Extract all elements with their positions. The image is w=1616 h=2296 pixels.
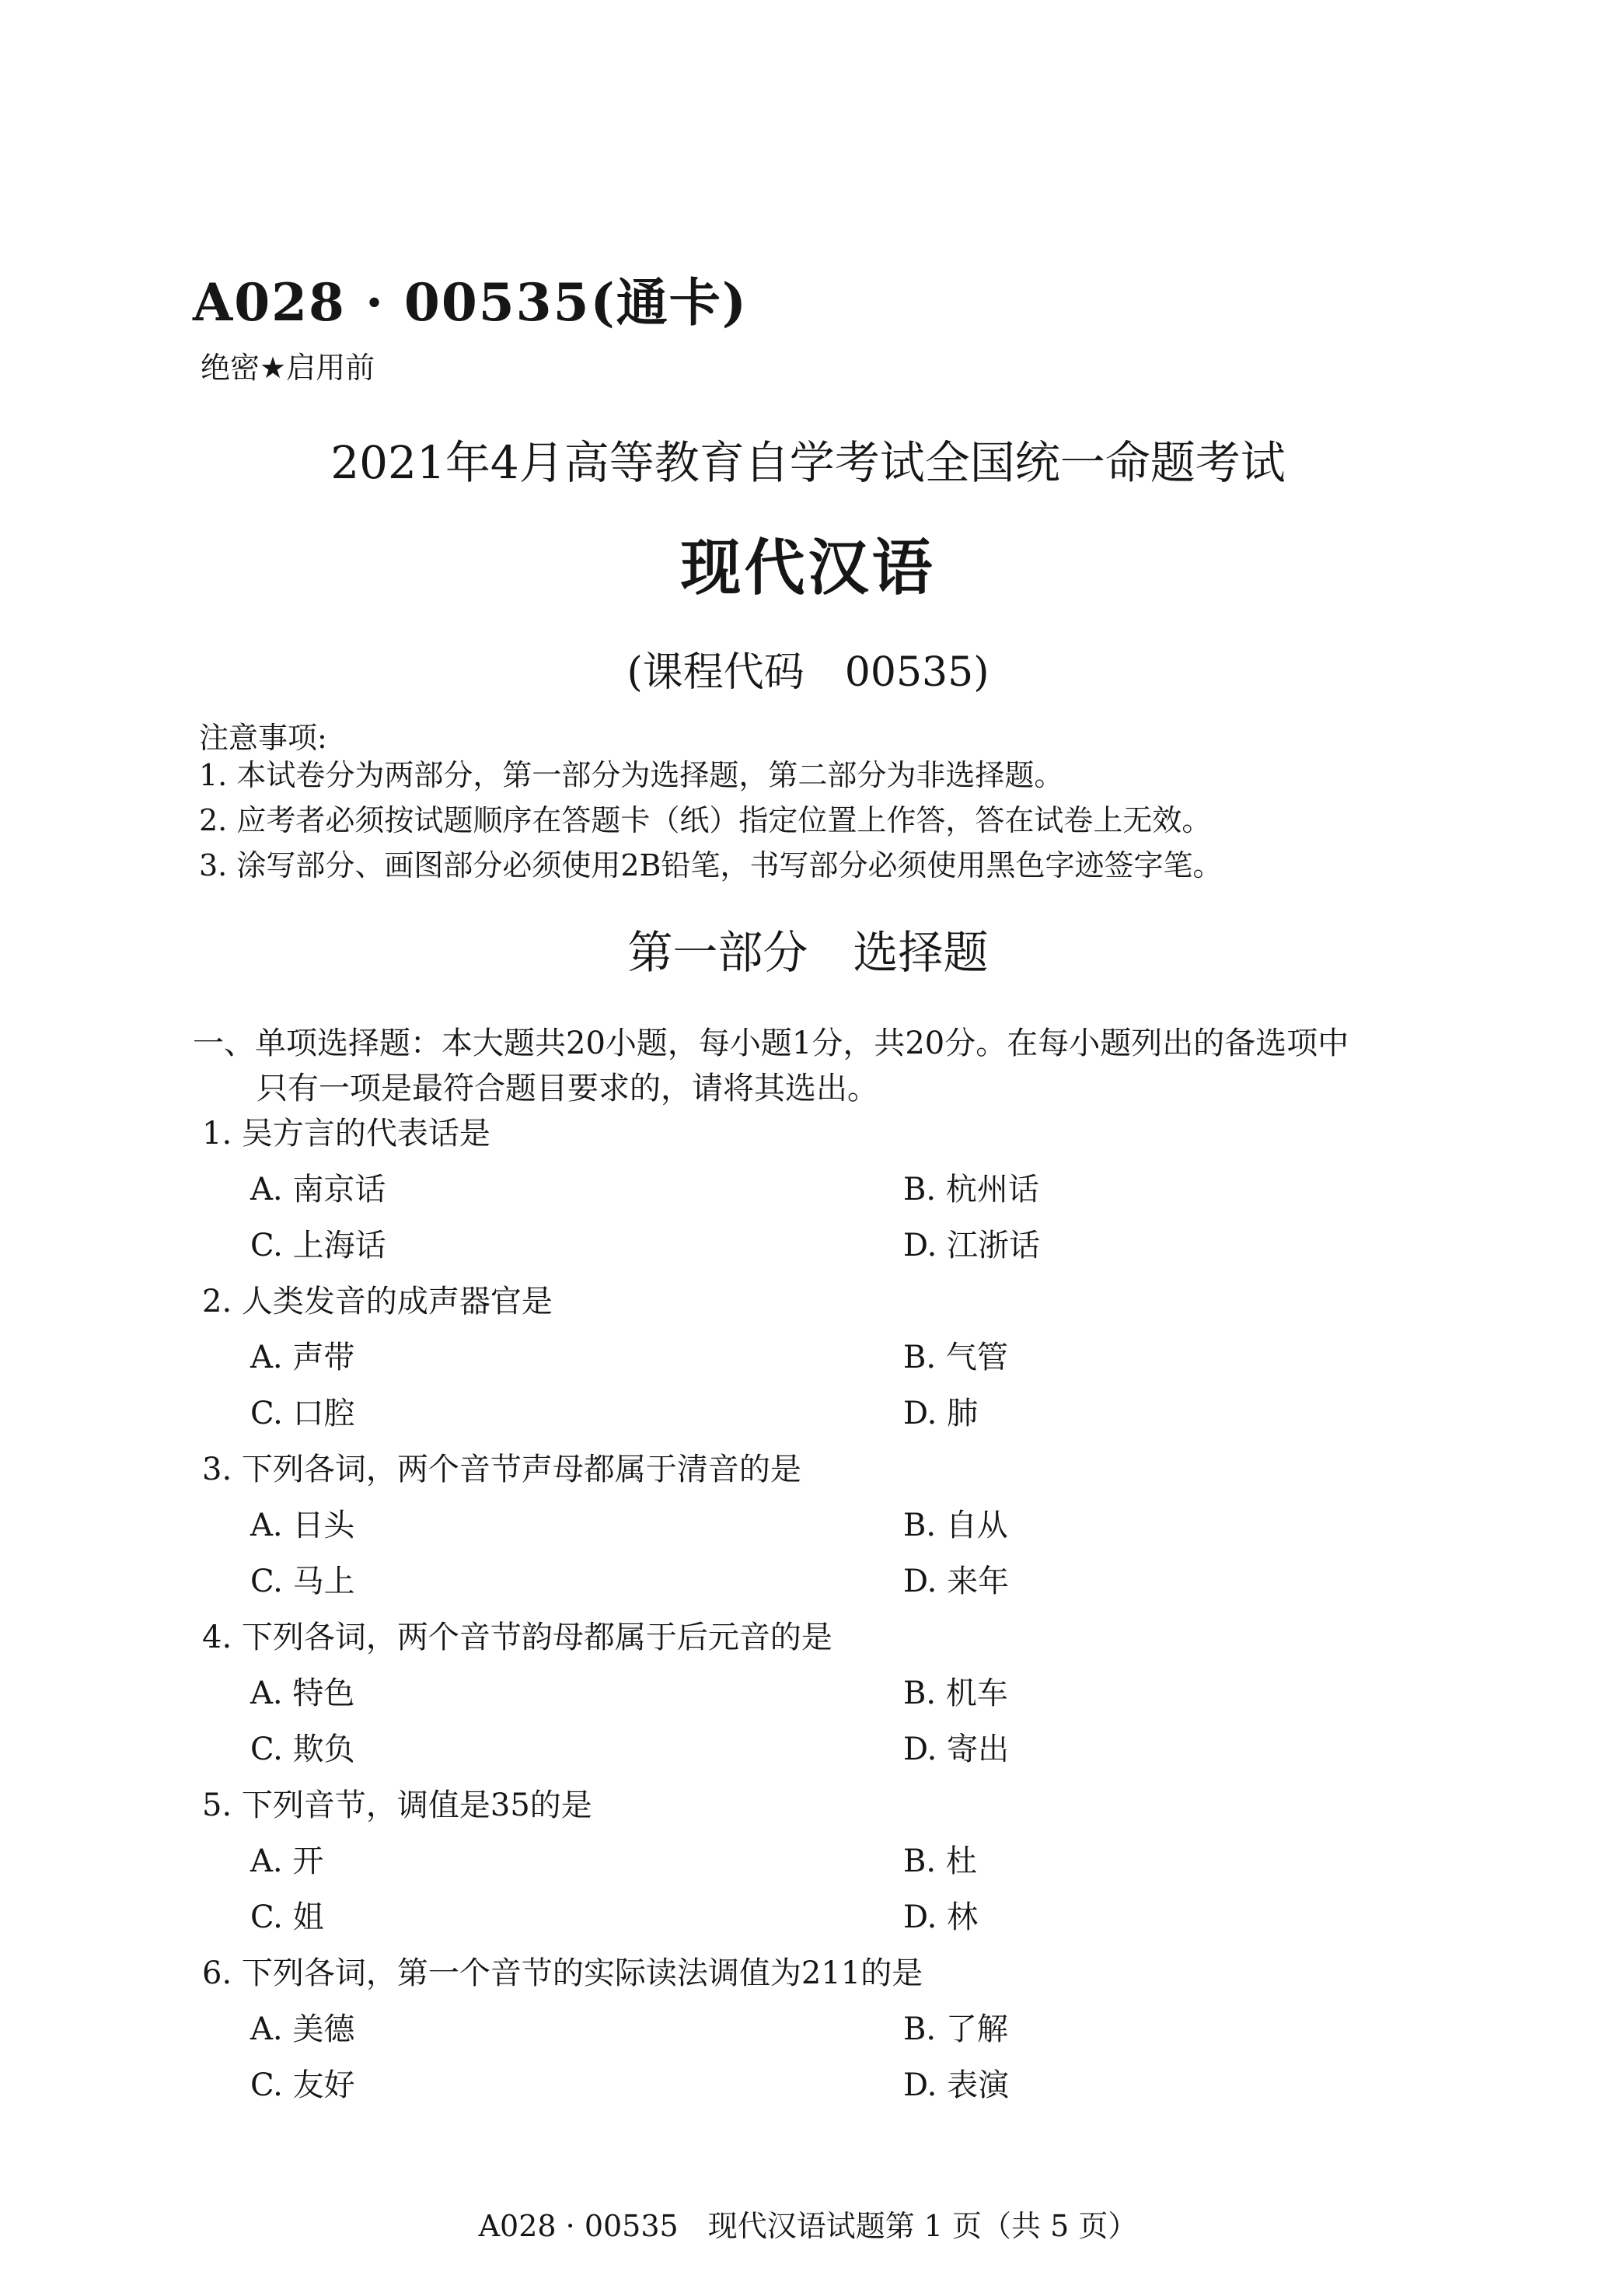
question-5	[0, 1781, 1616, 1948]
question-stem: 2. 人类发音的成声器官是	[202, 1284, 553, 1319]
notice-item: 2. 应考者必须按试题顺序在答题卡（纸）指定位置上作答，答在试卷上无效。	[199, 803, 1212, 837]
section-instructions: 一、单项选择题：本大题共20小题，每小题1分，共20分。在每小题列出的备选项中	[193, 1026, 1349, 1061]
option-a: A. 日头	[250, 1508, 355, 1543]
question-1	[0, 1109, 1616, 1277]
option-b: B. 杭州话	[903, 1172, 1039, 1207]
section-instructions-cont: 只有一项是最符合题目要求的，请将其选出。	[257, 1071, 878, 1106]
subject-title: 现代汉语	[680, 533, 936, 603]
option-d: D. 肺	[903, 1396, 979, 1431]
question-3	[0, 1445, 1616, 1613]
question-stem: 1. 吴方言的代表话是	[202, 1116, 490, 1151]
part-title: 第一部分 选择题	[627, 926, 989, 979]
notice-list	[199, 751, 1222, 886]
option-d: D. 来年	[903, 1564, 1010, 1599]
option-a: A. 南京话	[250, 1172, 386, 1207]
option-c: C. 欺负	[250, 1732, 355, 1767]
question-6	[0, 1948, 1616, 2116]
question-stem: 4. 下列各词，两个音节韵母都属于后元音的是	[202, 1620, 832, 1655]
option-b: B. 自从	[903, 1508, 1008, 1543]
question-stem: 5. 下列音节，调值是35的是	[202, 1788, 592, 1823]
question-list	[0, 1109, 1616, 2116]
notice-item: 3. 涂写部分、画图部分必须使用2B铅笔，书写部分必须使用黑色字迹签字笔。	[199, 848, 1223, 882]
option-d: D. 林	[903, 1899, 979, 1935]
option-a: A. 特色	[250, 1676, 355, 1711]
option-c: C. 马上	[250, 1564, 355, 1599]
notice-heading: 注意事项:	[199, 721, 327, 755]
option-d: D. 寄出	[903, 1732, 1010, 1767]
page-footer: A028 · 00535 现代汉语试题第 1 页（共 5 页）	[478, 2209, 1138, 2243]
question-stem: 6. 下列各词，第一个音节的实际读法调值为211的是	[202, 1955, 923, 1991]
option-c: C. 口腔	[250, 1396, 355, 1431]
paper-code: A028 · 00535(通卡)	[193, 272, 748, 333]
option-b: B. 机车	[903, 1676, 1008, 1711]
option-b: B. 气管	[903, 1340, 1008, 1375]
question-4	[0, 1613, 1616, 1781]
option-a: A. 美德	[250, 2011, 355, 2047]
course-code: (课程代码 00535)	[627, 649, 989, 696]
exam-title: 2021年4月高等教育自学考试全国统一命题考试	[330, 436, 1286, 489]
option-b: B. 了解	[903, 2011, 1008, 2047]
option-a: A. 声带	[250, 1340, 355, 1375]
question-2	[0, 1277, 1616, 1445]
option-d: D. 表演	[903, 2067, 1010, 2103]
option-a: A. 开	[250, 1843, 324, 1879]
secret-label: 绝密★启用前	[201, 351, 375, 385]
option-c: C. 姐	[250, 1899, 324, 1935]
option-d: D. 江浙话	[903, 1228, 1041, 1263]
question-stem: 3. 下列各词，两个音节声母都属于清音的是	[202, 1452, 801, 1487]
option-b: B. 杜	[903, 1843, 977, 1879]
option-c: C. 友好	[250, 2067, 355, 2103]
notice-item: 1. 本试卷分为两部分，第一部分为选择题，第二部分为非选择题。	[199, 758, 1064, 792]
option-c: C. 上海话	[250, 1228, 386, 1263]
